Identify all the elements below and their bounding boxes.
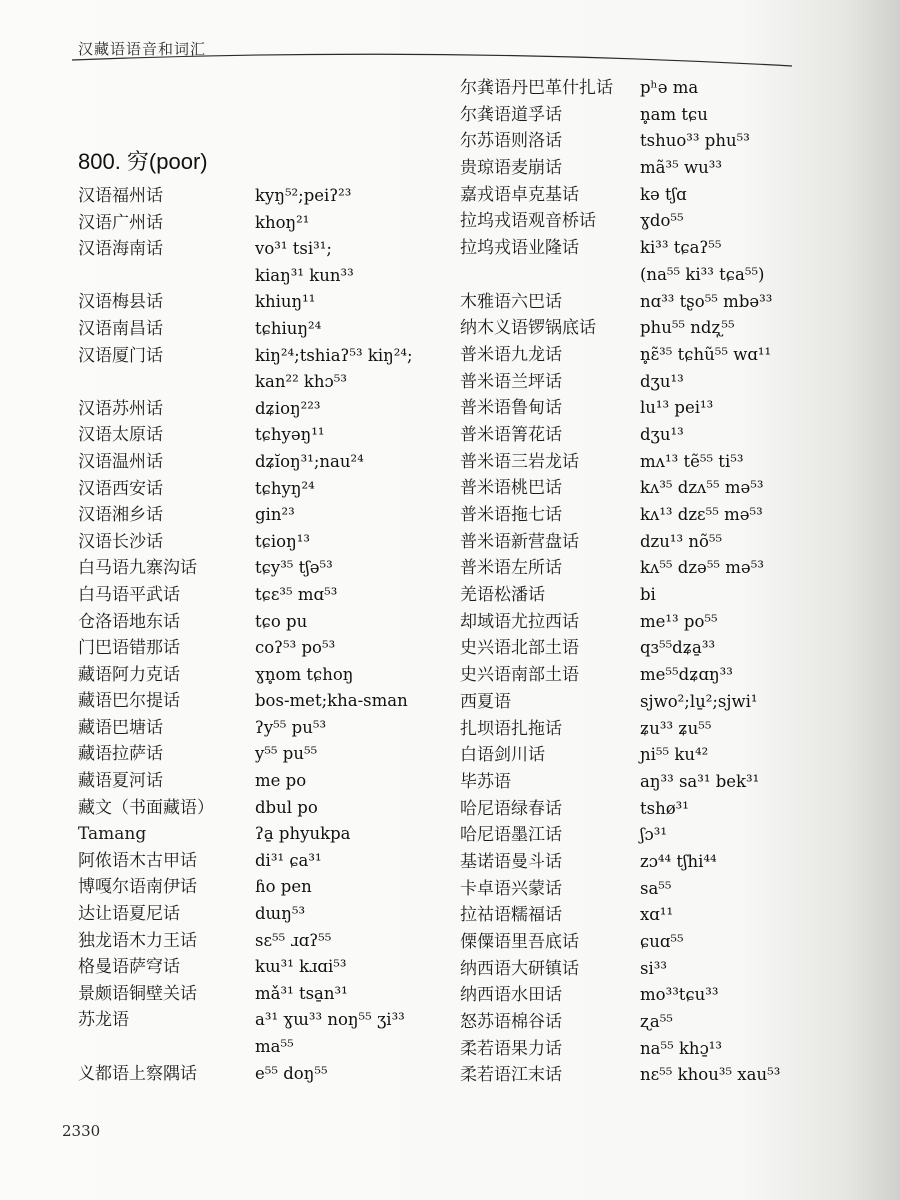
language-name: 白语剑川话 [460,745,545,766]
language-name: 汉语长沙话 [78,531,163,552]
word-form [255,502,295,529]
word-form [640,635,715,662]
language-name: 普米语左所话 [460,558,562,579]
word-form-line: kə tʃɑ [640,184,687,204]
entry-row [460,182,780,209]
word-form [640,449,743,476]
word-form [255,1061,328,1088]
entry-row [78,343,413,396]
entry-row [78,422,413,449]
entry-row [78,555,413,582]
entry-row [460,609,780,636]
language-name: 义都语上察隅话 [78,1063,197,1084]
word-form-line: gin²³ [255,505,295,525]
word-form-line: ɣn̥om tɕhoŋ [255,664,354,684]
entry-row [460,742,780,769]
word-form [640,796,689,823]
entry-row [78,821,413,848]
word-form [640,662,733,689]
language-name: 普米语新营盘话 [460,531,579,552]
language-name: 汉语苏州话 [78,398,163,419]
word-form [640,716,711,743]
language-name: 阿侬语木古甲话 [78,850,197,871]
word-form [640,1009,673,1036]
word-form-line: di³¹ ɕa³¹ [255,850,322,870]
language-name: 仓洛语地东话 [78,611,180,632]
word-form-line: na⁵⁵ khɔ̱¹³ [640,1038,723,1058]
word-form-line: dɯŋ⁵³ [255,904,306,924]
entry-row [460,796,780,823]
word-form-line: khoŋ²¹ [255,212,310,232]
entry-row [460,876,780,903]
word-form-line: e⁵⁵ doŋ⁵⁵ [255,1063,328,1083]
entry-row [460,102,780,129]
language-name: 藏语巴塘话 [78,717,163,738]
word-form [255,768,306,795]
word-form [640,822,667,849]
language-name: 博嘎尔语南伊话 [78,877,197,898]
language-name: 汉语温州话 [78,451,163,472]
entry-row [460,315,780,342]
word-form [255,529,310,556]
word-form [640,929,684,956]
word-form [255,688,408,715]
language-name: 柔若语果力话 [460,1038,562,1059]
word-form [640,582,656,609]
word-form-line: sɛ⁵⁵ ɹɑʔ⁵⁵ [255,930,332,950]
entry-row [78,874,413,901]
word-form [640,315,735,342]
entry-row [78,741,413,768]
language-name: 哈尼语墨江话 [460,825,562,846]
word-form-line: coʔ⁵³ po⁵³ [255,638,336,658]
word-form [255,848,322,875]
entry-row [460,662,780,689]
language-name: 汉语太原话 [78,425,163,446]
word-form [640,849,717,876]
language-name: 柔若语江末话 [460,1065,562,1086]
entry-row [78,609,413,636]
language-name: 傈僳语里吾底话 [460,932,579,952]
word-form-line: ʑu³³ ʑu⁵⁵ [640,718,712,738]
word-form-line: ʔy⁵⁵ pu⁵³ [255,717,327,737]
word-form [640,502,763,529]
entry-row [460,956,780,983]
word-form [255,422,324,449]
word-form-line: nɛ⁵⁵ khou³⁵ xau⁵³ [640,1065,781,1085]
word-form [640,369,684,396]
word-form [255,715,326,742]
entry-row [460,555,780,582]
entry-row [460,289,780,316]
word-form-line: kiŋ²⁴;tshiaʔ⁵³ kiŋ²⁴; [255,345,413,365]
word-form-line: dʒu¹³ [640,424,684,444]
word-form-line: ʃɔ³¹ [640,825,667,845]
language-name: 格曼语萨穹话 [78,957,180,978]
entry-row [78,529,413,556]
word-form-line: dzu¹³ nõ⁵⁵ [640,531,723,551]
entry-row [460,769,780,796]
word-form [255,343,413,396]
word-form-line: phu⁵⁵ ndʐ̩⁵⁵ [640,318,735,338]
word-form [255,555,333,582]
word-form [255,396,320,423]
word-form-line: kʌ¹³ dzɛ⁵⁵ mə⁵³ [640,505,763,524]
entry-row [460,635,780,662]
word-form-line: ʐa⁵⁵ [640,1012,673,1032]
language-name: 藏语拉萨话 [78,744,163,765]
word-form-line: n̥ɛ̃³⁵ tɕhũ⁵⁵ wɑ¹¹ [640,344,772,364]
language-name: 尔苏语则洛话 [460,131,562,152]
word-form-line: tɕy³⁵ tʃə⁵³ [255,558,333,578]
word-form-line: ɲi⁵⁵ ku⁴² [640,745,709,765]
word-form-line: tɕhyəŋ¹¹ [255,425,325,445]
word-form-line: aŋ³³ sa³¹ bek³¹ [640,771,760,791]
language-name: 普米语拖七话 [460,505,562,525]
language-name: 汉语福州话 [78,186,163,206]
word-form-line: mʌ¹³ tẽ⁵⁵ ti⁵³ [640,451,744,471]
word-form [640,769,759,796]
entry-row [460,75,780,102]
word-form [640,75,698,102]
language-name: 怒苏语棉谷话 [460,1012,562,1033]
entry-row [78,449,413,476]
language-name: 汉语广州话 [78,212,163,233]
word-form [255,821,350,848]
entry-row [460,395,780,422]
entry-row [78,476,413,503]
word-form [255,210,309,237]
entry-row [460,128,780,155]
word-form-line: kyŋ⁵²;peiʔ²³ [255,186,352,205]
word-form-line: ki³³ tɕaʔ⁵⁵ [640,238,722,258]
entry-row [78,954,413,981]
word-form [255,1007,405,1060]
word-form [255,476,315,503]
word-form-line: dʑĭoŋ³¹;nau²⁴ [255,451,364,471]
language-name: 史兴语南部土语 [460,665,579,686]
word-form [640,395,713,422]
word-form [640,609,718,636]
word-form-line: dbul po [255,797,318,817]
entry-row [460,529,780,556]
word-form [640,1036,722,1063]
entry-row [78,236,413,289]
word-form-line: kan²² khɔ⁵³ [255,372,348,392]
entry-row [78,715,413,742]
language-name: 门巴语错那话 [78,638,180,659]
language-name: 藏语阿力克话 [78,664,180,685]
word-form [640,128,750,155]
word-form [640,102,708,129]
word-form-line: qɜ⁵⁵dʑa̱³³ [640,638,716,658]
entry-row [78,316,413,343]
word-form-line: tɕɛ³⁵ mɑ⁵³ [255,584,338,604]
word-form [255,874,312,901]
word-form [255,954,346,981]
entry-row [78,502,413,529]
word-form-line: ɣdo⁵⁵ [640,211,684,231]
language-name: 纳西语大研镇话 [460,958,579,979]
entry-row [460,716,780,743]
word-form-line: mǎ³¹ tsa̱n³¹ [255,983,348,1003]
language-name: 西夏语 [460,691,511,712]
entry-row [460,235,780,288]
entry-row [78,635,413,662]
language-name: 羌语松潘话 [460,585,545,606]
word-form-line: sa⁵⁵ [640,878,672,898]
language-name: 普米语桃巴话 [460,478,562,499]
language-name: 普米语兰坪话 [460,371,562,392]
entry-row [78,688,413,715]
word-form [640,475,763,502]
word-form [255,741,317,768]
word-form [640,182,687,209]
word-form-line: dʑioŋ²²³ [255,398,321,418]
language-name: 尔龚语道孚话 [460,104,562,125]
word-form-line: me po [255,771,307,791]
word-form-line: kɯ³¹ kɹɑi⁵³ [255,957,347,977]
entry-row [460,1036,780,1063]
language-name: 普米语箐花话 [460,424,562,445]
word-form [640,876,672,903]
entry-row [460,422,780,449]
word-form-line: tɕhiuŋ²⁴ [255,318,322,338]
word-form [640,689,758,716]
word-form-line: (na⁵⁵ ki³³ tɕa⁵⁵) [640,264,765,284]
entry-row [460,849,780,876]
language-name: 纳木义语锣锅底话 [460,318,596,339]
language-name: 藏语巴尔提话 [78,691,180,712]
word-form [640,982,719,1009]
word-form-line: lu¹³ pei¹³ [640,398,714,418]
language-name: 汉语梅县话 [78,292,163,313]
entry-row [78,928,413,955]
language-name: 普米语鲁甸话 [460,398,562,419]
entry-row [78,183,413,210]
entry-row [78,662,413,689]
language-name: 景颇语铜壁关话 [78,983,197,1004]
word-form-line: kʌ⁵⁵ dzə⁵⁵ mə⁵³ [640,558,764,578]
word-form [255,928,331,955]
language-name: 独龙语木力王话 [78,930,197,951]
language-name: 卡卓语兴蒙话 [460,878,562,899]
language-name: 汉语湘乡话 [78,505,163,526]
language-name: 普米语九龙话 [460,344,562,365]
language-name: 拉祜语糯福话 [460,905,562,926]
language-name: 尔龚语丹巴革什扎话 [460,78,613,98]
word-form-line: ʔa̱ phyukpa [255,824,351,844]
word-form [640,289,772,316]
language-name: 汉语西安话 [78,478,163,499]
word-form [255,981,348,1008]
word-form-line: bi [640,585,656,605]
entry-row [78,396,413,423]
entry-row [460,929,780,956]
entry-row [460,902,780,929]
entry-row [78,1061,413,1088]
word-form [640,902,673,929]
language-name: 普米语三岩龙话 [460,451,579,472]
language-name: 苏龙语 [78,1010,129,1031]
word-form [255,449,364,476]
entry-row [78,582,413,609]
language-name: 木雅语六巴话 [460,291,562,312]
word-form-line: ma⁵⁵ [255,1037,294,1056]
language-name: 扎坝语扎拖话 [460,718,562,739]
language-name: 拉坞戎语观音桥话 [460,211,596,232]
entry-row [78,768,413,795]
entry-row [78,289,413,316]
entry-row [78,981,413,1008]
word-form-line: a³¹ ɣɯ³³ noŋ⁵⁵ ʒi³³ [255,1010,405,1030]
language-name: 拉坞戎语业隆话 [460,238,579,259]
word-form-line: xɑ¹¹ [640,905,674,925]
entry-row [78,795,413,822]
word-form-line: mã³⁵ wu³³ [640,158,722,178]
word-form-line: n̥am tɕu [640,104,708,124]
language-name: 嘉戎语卓克基话 [460,184,579,205]
entry-row [460,155,780,182]
entry-row [460,449,780,476]
word-form-line: y⁵⁵ pu⁵⁵ [255,744,318,764]
right-column [460,75,780,1089]
entry-row [460,208,780,235]
word-form [640,956,667,983]
word-form-line: tshuo³³ phu⁵³ [640,131,750,151]
entry-row [460,689,780,716]
word-form [255,901,305,928]
entry-row [78,901,413,928]
word-form [640,155,722,182]
word-form-line: pʰə ma [640,78,699,97]
language-name: 达让语夏尼话 [78,904,180,925]
word-form-line: zɔ⁴⁴ tʃhi⁴⁴ [640,851,717,871]
word-form [640,422,684,449]
entry-row [460,475,780,502]
word-form [640,1062,780,1089]
word-form [255,316,321,343]
word-form-line: nɑ³³ tʂo⁵⁵ mbə³³ [640,291,773,311]
word-form-line: tshø³¹ [640,798,689,818]
word-form-line: bos-met;kha-sman [255,691,408,711]
word-form [255,635,335,662]
language-name: 汉语南昌话 [78,318,163,339]
language-name: 毕苏语 [460,771,511,792]
word-form-line: si³³ [640,958,667,978]
word-form [640,208,684,235]
language-name: 汉语厦门话 [78,345,163,366]
language-name: 基诺语曼斗话 [460,851,562,872]
language-name: 贵琼语麦崩话 [460,158,562,179]
word-form-line: tɕhyŋ²⁴ [255,478,315,498]
language-name: 白马语九寨沟话 [78,558,197,579]
word-form [640,342,771,369]
running-title: 汉藏语语音和词汇 [78,40,207,58]
entry-row [460,1009,780,1036]
entry-row [460,582,780,609]
language-name: 藏语夏河话 [78,771,163,792]
word-form-line: khiuŋ¹¹ [255,292,316,312]
language-name: 白马语平武话 [78,584,180,605]
word-form-line: kʌ³⁵ dzʌ⁵⁵ mə⁵³ [640,478,764,498]
language-name: 却域语尤拉西话 [460,611,579,632]
word-form-line: ɦo pen [255,877,312,897]
entry-row [460,369,780,396]
word-form [255,582,337,609]
language-name: 藏文（书面藏语） [78,797,214,818]
word-form [255,183,351,210]
language-name: 汉语海南话 [78,239,163,260]
entry-title: 800. 穷(poor) [78,149,208,174]
word-form-line: vo³¹ tsi³¹; [255,239,332,259]
entry-row [78,1007,413,1060]
word-form-line: kiaŋ³¹ kun³³ [255,265,354,285]
entry-row [460,982,780,1009]
word-form-line: sjwo²;lu̱²;sjwi¹ [640,691,758,711]
entry-row [78,210,413,237]
entry-row [78,848,413,875]
language-name: 史兴语北部土语 [460,638,579,659]
page-number: 2330 [62,1122,101,1140]
word-form [255,795,318,822]
word-form [255,289,315,316]
language-name: Tamang [78,824,147,845]
language-name: 纳西语水田话 [460,985,562,1006]
word-form [255,662,353,689]
word-form-line: tɕo pu [255,611,308,631]
word-form [255,236,354,289]
language-name: 哈尼语绿春话 [460,798,562,819]
word-form-line: me¹³ po⁵⁵ [640,611,718,631]
word-form [640,555,764,582]
left-column [78,183,413,1087]
word-form-line: mo³³tɕu³³ [640,985,719,1005]
word-form-line: me⁵⁵dʑɑŋ³³ [640,665,733,685]
entry-row [460,1062,780,1089]
word-form-line: tɕioŋ¹³ [255,531,310,551]
word-form [255,609,307,636]
entry-row [460,502,780,529]
word-form-line: ɕuɑ⁵⁵ [640,932,684,951]
word-form [640,235,765,288]
word-form [640,529,722,556]
entry-row [460,822,780,849]
word-form-line: dʒu¹³ [640,371,684,391]
word-form [640,742,708,769]
entry-row [460,342,780,369]
